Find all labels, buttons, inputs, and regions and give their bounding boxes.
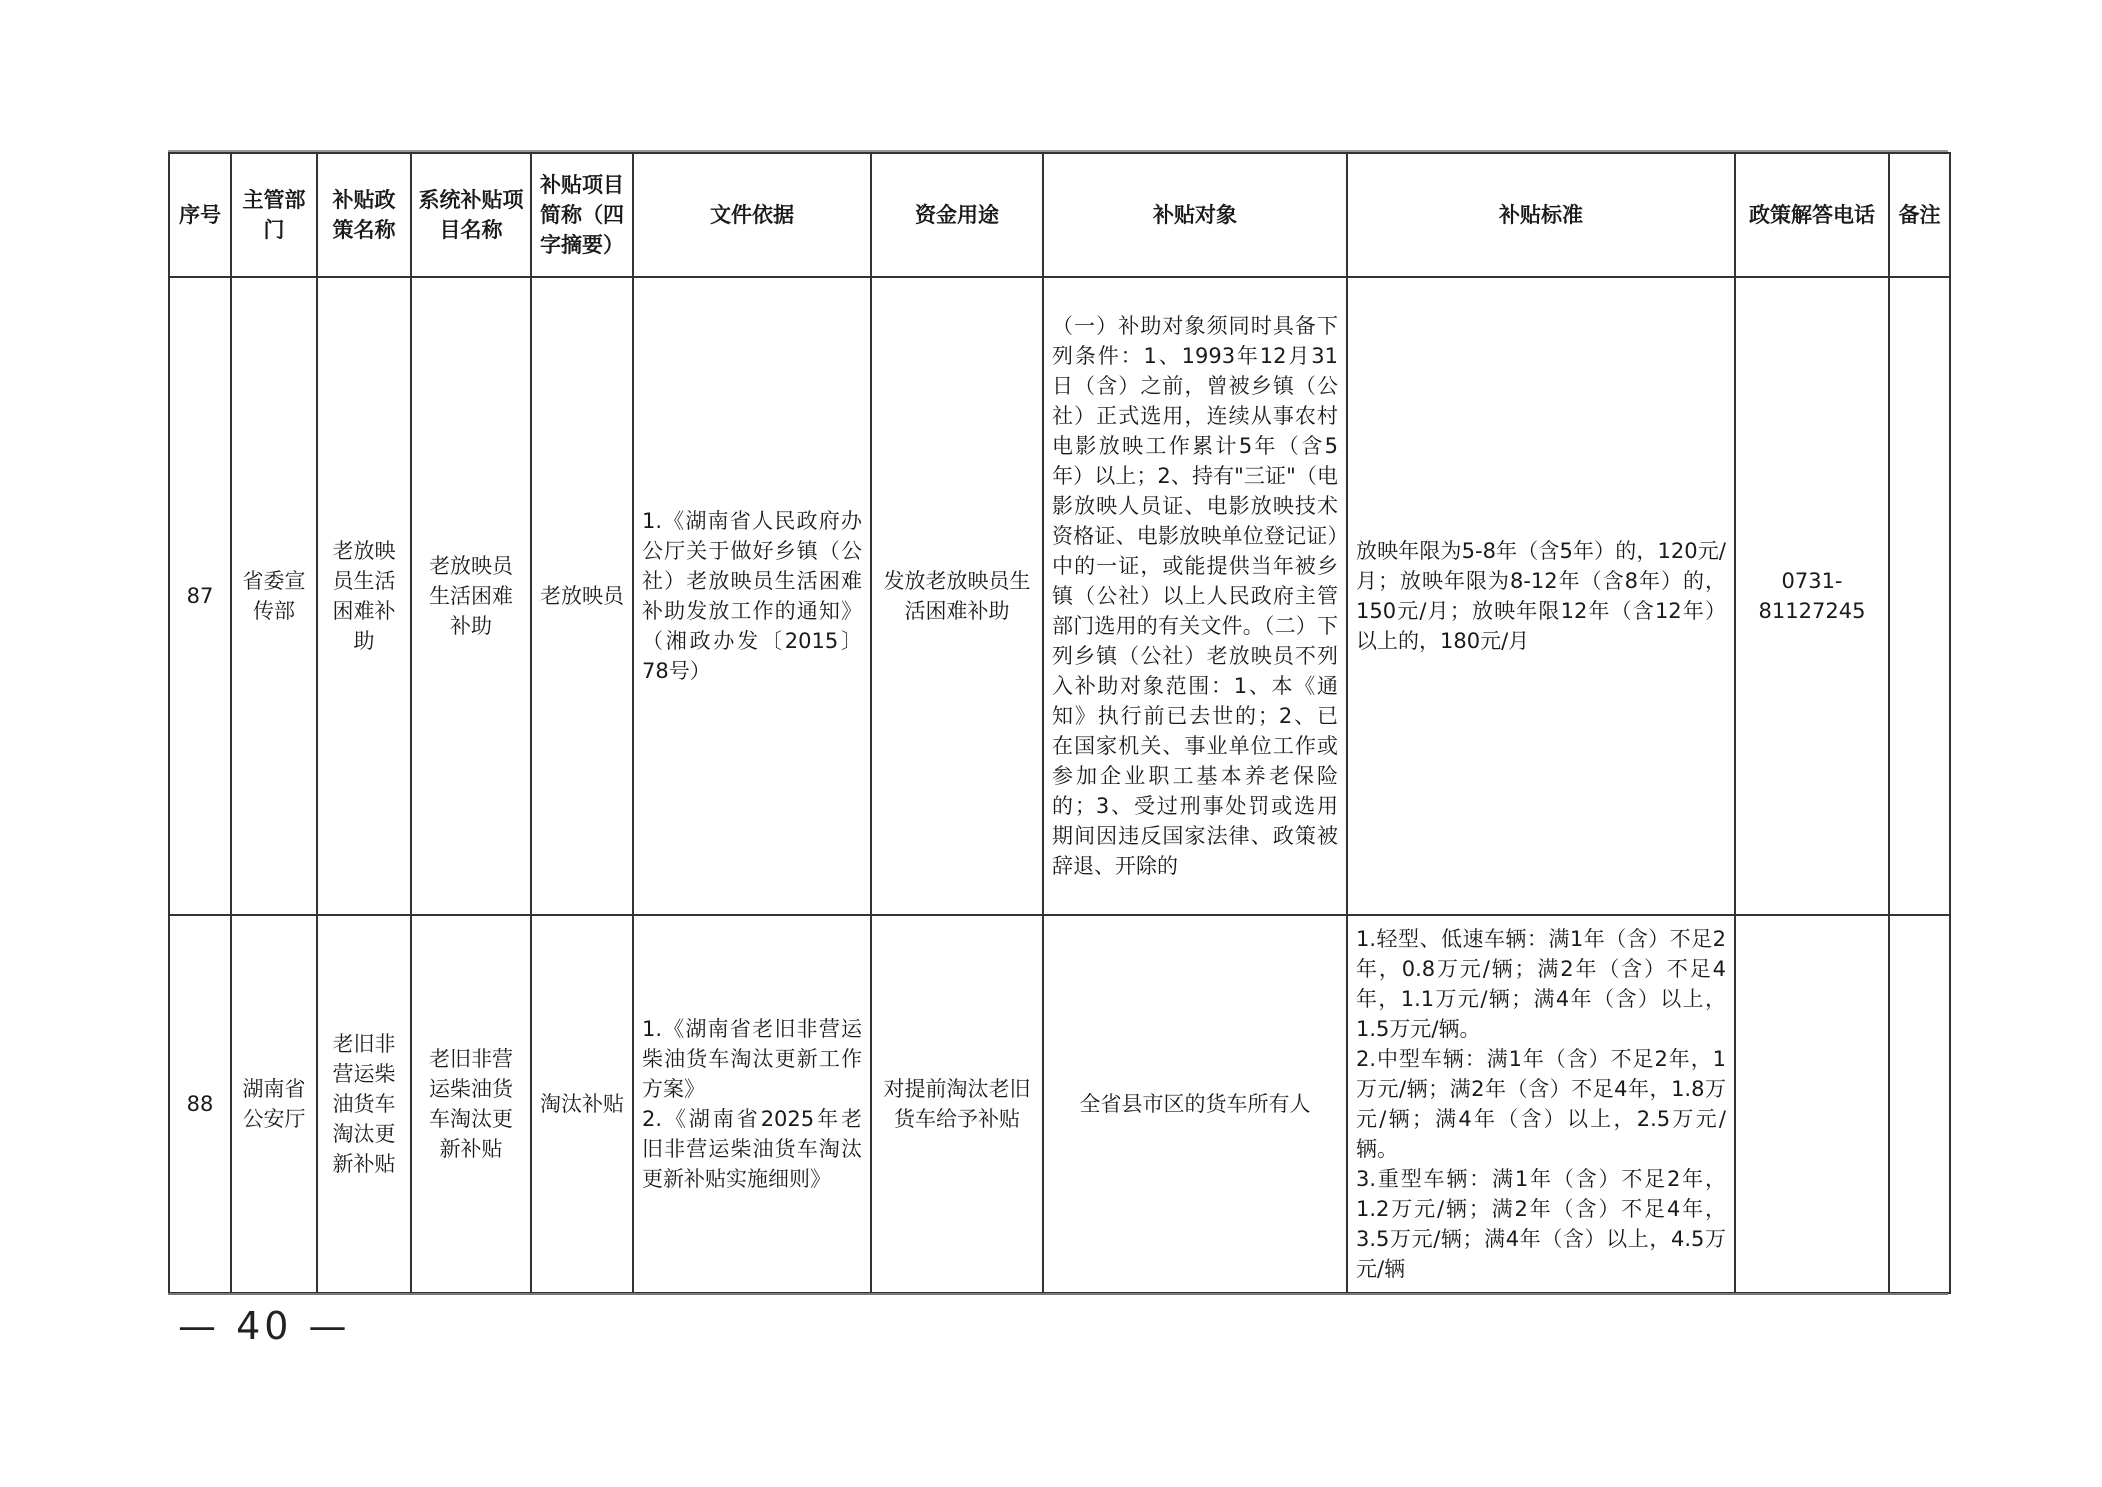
table-row bbox=[169, 277, 1950, 915]
header-use: 资金用途 bbox=[871, 153, 1043, 277]
cell-seq: 87 bbox=[169, 277, 231, 915]
cell-system-item: 老放映员生活困难补助 bbox=[411, 277, 531, 915]
standard-item-3: 3.重型车辆：满1年（含）不足2年，1.2万元/辆；满2年（含）不足4年，3.5万元/辆；满4年（含）以上，4.5万元/辆 bbox=[1356, 1167, 1726, 1281]
cell-policy-name: 老旧非营运柴油货车淘汰更新补贴 bbox=[317, 915, 411, 1293]
subsidy-table bbox=[168, 152, 1951, 1294]
cell-target: （一）补助对象须同时具备下列条件：1、1993年12月31日（含）之前，曾被乡镇（公社）正式选用，连续从事农村电影放映工作累计5年（含5年）以上；2、持有"三证"（电影放映人员证、电影放映技术资格证、电影放映单位登记证）中的一证，或能提供当年被乡镇（公社）以上人民政府主管部门选用的有关文件。（二）下列乡镇（公社）老放映员不列入补助对象范围：1、本《通知》执行前已去世的；2、已在国家机关、事业单位工作或参加企业职工基本养老保险的；3、受过刑事处罚或选用期间因违反国家法律、政策被辞退、开除的 bbox=[1043, 277, 1347, 915]
header-dept: 主管部门 bbox=[231, 153, 317, 277]
cell-note bbox=[1889, 915, 1950, 1293]
cell-dept: 省委宣传部 bbox=[231, 277, 317, 915]
standard-item-2: 2.中型车辆：满1年（含）不足2年，1万元/辆；满2年（含）不足4年，1.8万元/辆；满4年（含）以上，2.5万元/辆。 bbox=[1356, 1047, 1726, 1161]
basis-item-2: 2.《湖南省2025年老旧非营运柴油货车淘汰更新补贴实施细则》 bbox=[642, 1107, 862, 1191]
cell-note bbox=[1889, 277, 1950, 915]
cell-use: 对提前淘汰老旧货车给予补贴 bbox=[871, 915, 1043, 1293]
cell-use: 发放老放映员生活困难补助 bbox=[871, 277, 1043, 915]
header-short-name: 补贴项目简称（四字摘要） bbox=[531, 153, 633, 277]
header-note: 备注 bbox=[1889, 153, 1950, 277]
table-row bbox=[169, 915, 1950, 1293]
cell-target: 全省县市区的货车所有人 bbox=[1043, 915, 1347, 1293]
cell-basis: 1.《湖南省人民政府办公厅关于做好乡镇（公社）老放映员生活困难补助发放工作的通知》（湘政办发〔2015〕78号） bbox=[633, 277, 871, 915]
cell-phone: 0731-81127245 bbox=[1735, 277, 1889, 915]
header-basis: 文件依据 bbox=[633, 153, 871, 277]
header-seq: 序号 bbox=[169, 153, 231, 277]
standard-item-1: 1.轻型、低速车辆：满1年（含）不足2年，0.8万元/辆；满2年（含）不足4年，1.1万元/辆；满4年（含）以上，1.5万元/辆。 bbox=[1356, 927, 1726, 1041]
cell-short-name: 老放映员 bbox=[531, 277, 633, 915]
table-header-row bbox=[169, 153, 1950, 277]
header-phone: 政策解答电话 bbox=[1735, 153, 1889, 277]
basis-item-1: 1.《湖南省老旧非营运柴油货车淘汰更新工作方案》 bbox=[642, 1017, 862, 1101]
cell-standard: 放映年限为5-8年（含5年）的，120元/月；放映年限为8-12年（含8年）的，150元/月；放映年限12年（含12年）以上的，180元/月 bbox=[1347, 277, 1735, 915]
cell-basis bbox=[633, 915, 871, 1293]
cell-phone bbox=[1735, 915, 1889, 1293]
cell-short-name: 淘汰补贴 bbox=[531, 915, 633, 1293]
header-policy-name: 补贴政策名称 bbox=[317, 153, 411, 277]
cell-system-item: 老旧非营运柴油货车淘汰更新补贴 bbox=[411, 915, 531, 1293]
header-system-item: 系统补贴项目名称 bbox=[411, 153, 531, 277]
cell-standard bbox=[1347, 915, 1735, 1293]
header-standard: 补贴标准 bbox=[1347, 153, 1735, 277]
header-target: 补贴对象 bbox=[1043, 153, 1347, 277]
cell-policy-name: 老放映员生活困难补助 bbox=[317, 277, 411, 915]
page-number: — 40 — bbox=[178, 1304, 351, 1348]
cell-seq: 88 bbox=[169, 915, 231, 1293]
footer-rule bbox=[168, 1293, 1948, 1295]
cell-dept: 湖南省公安厅 bbox=[231, 915, 317, 1293]
